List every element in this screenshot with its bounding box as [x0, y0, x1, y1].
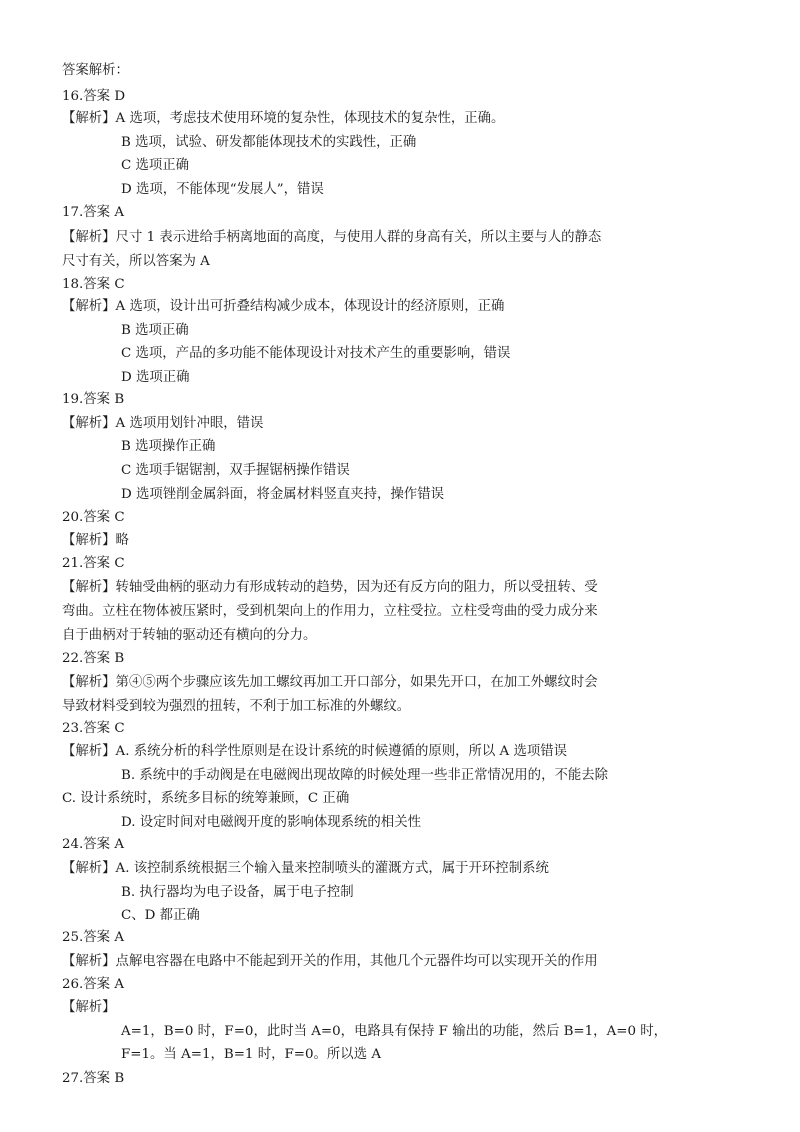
answer-18: 18.答案 C [62, 277, 125, 292]
explanation-25-line-1: 【解析】点解电容器在电路中不能起到开关的作用，其他几个元器件均可以实现开关的作用 [62, 954, 598, 969]
explanation-26-line-1: 【解析】 [62, 1000, 116, 1015]
explanation-23-line-4: D. 设定时间对电磁阀开度的影响体现系统的相关性 [121, 815, 421, 830]
explanation-22-line-1: 【解析】第④⑤两个步骤应该先加工螺纹再加工开口部分，如果先开口，在加工外螺纹时会 [62, 675, 598, 690]
explanation-21-line-1: 【解析】转轴受曲柄的驱动力有形成转动的趋势，因为还有反方向的阻力，所以受扭转、受 [62, 580, 598, 595]
answer-25: 25.答案 A [62, 930, 125, 945]
section-title: 答案解析： [62, 63, 129, 78]
answer-17: 17.答案 A [62, 205, 125, 220]
explanation-23-line-2: B. 系统中的手动阀是在电磁阀出现故障的时候处理一些非正常情况用的，不能去除 [121, 768, 609, 783]
explanation-24-line-2: B. 执行器均为电子设备，属于电子控制 [121, 885, 354, 900]
answer-21: 21.答案 C [62, 556, 125, 571]
answer-27: 27.答案 B [62, 1071, 125, 1086]
explanation-26-line-2: A=1，B=0 时，F=0，此时当 A=0，电路具有保持 F 输出的功能，然后 B=1，A=0 时， [121, 1024, 668, 1039]
explanation-21-line-3: 自于曲柄对于转轴的驱动还有横向的分力。 [62, 628, 317, 643]
answer-20: 20.答案 C [62, 510, 125, 525]
explanation-23-line-1: 【解析】A. 系统分析的科学性原则是在设计系统的时候遵循的原则，所以 A 选项错误 [62, 744, 568, 759]
answer-24: 24.答案 A [62, 837, 125, 852]
answer-22: 22.答案 B [62, 651, 125, 666]
explanation-19-line-1: 【解析】A 选项用划针冲眼，错误 [62, 416, 264, 431]
explanation-18-line-2: B 选项正确 [121, 323, 189, 338]
answer-23: 23.答案 C [62, 721, 125, 736]
explanation-16-line-3: C 选项正确 [121, 158, 190, 173]
explanation-20-line-1: 【解析】略 [62, 533, 129, 548]
explanation-21-line-2: 弯曲。立柱在物体被压紧时，受到机架向上的作用力，立柱受拉。立柱受弯曲的受力成分来 [62, 604, 598, 619]
explanation-19-line-3: C 选项手锯锯割，双手握锯柄操作错误 [121, 463, 350, 478]
explanation-19-line-2: B 选项操作正确 [121, 439, 216, 454]
explanation-18-line-1: 【解析】A 选项，设计出可折叠结构减少成本，体现设计的经济原则，正确 [62, 299, 505, 314]
explanation-24-line-1: 【解析】A. 该控制系统根据三个输入量来控制喷头的灌溉方式，属于开环控制系统 [62, 861, 549, 876]
explanation-17-line-2: 尺寸有关，所以答案为 A [62, 254, 210, 269]
explanation-23-line-3: C. 设计系统时，系统多目标的统筹兼顾，C 正确 [62, 791, 350, 806]
explanation-22-line-2: 导致材料受到较为强烈的扭转，不利于加工标准的外螺纹。 [62, 699, 411, 714]
explanation-26-line-3: F=1。当 A=1，B=1 时，F=0。所以选 A [121, 1047, 382, 1062]
explanation-16-line-1: 【解析】A 选项，考虑技术使用环境的复杂性，体现技术的复杂性，正确。 [62, 111, 505, 126]
answer-16: 16.答案 D [62, 89, 126, 104]
answer-26: 26.答案 A [62, 977, 125, 992]
explanation-17-line-1: 【解析】尺寸 1 表示进给手柄离地面的高度，与使用人群的身高有关，所以主要与人的静态 [62, 230, 602, 245]
explanation-18-line-4: D 选项正确 [121, 370, 190, 385]
answer-19: 19.答案 B [62, 392, 125, 407]
explanation-16-line-4: D 选项，不能体现“发展人”，错误 [121, 182, 324, 197]
explanation-16-line-2: B 选项，试验、研发都能体现技术的实践性，正确 [121, 135, 417, 150]
explanation-18-line-3: C 选项，产品的多功能不能体现设计对技术产生的重要影响，错误 [121, 346, 511, 361]
explanation-24-line-3: C、D 都正确 [121, 908, 200, 923]
explanation-19-line-4: D 选项锉削金属斜面，将金属材料竖直夹持，操作错误 [121, 487, 444, 502]
